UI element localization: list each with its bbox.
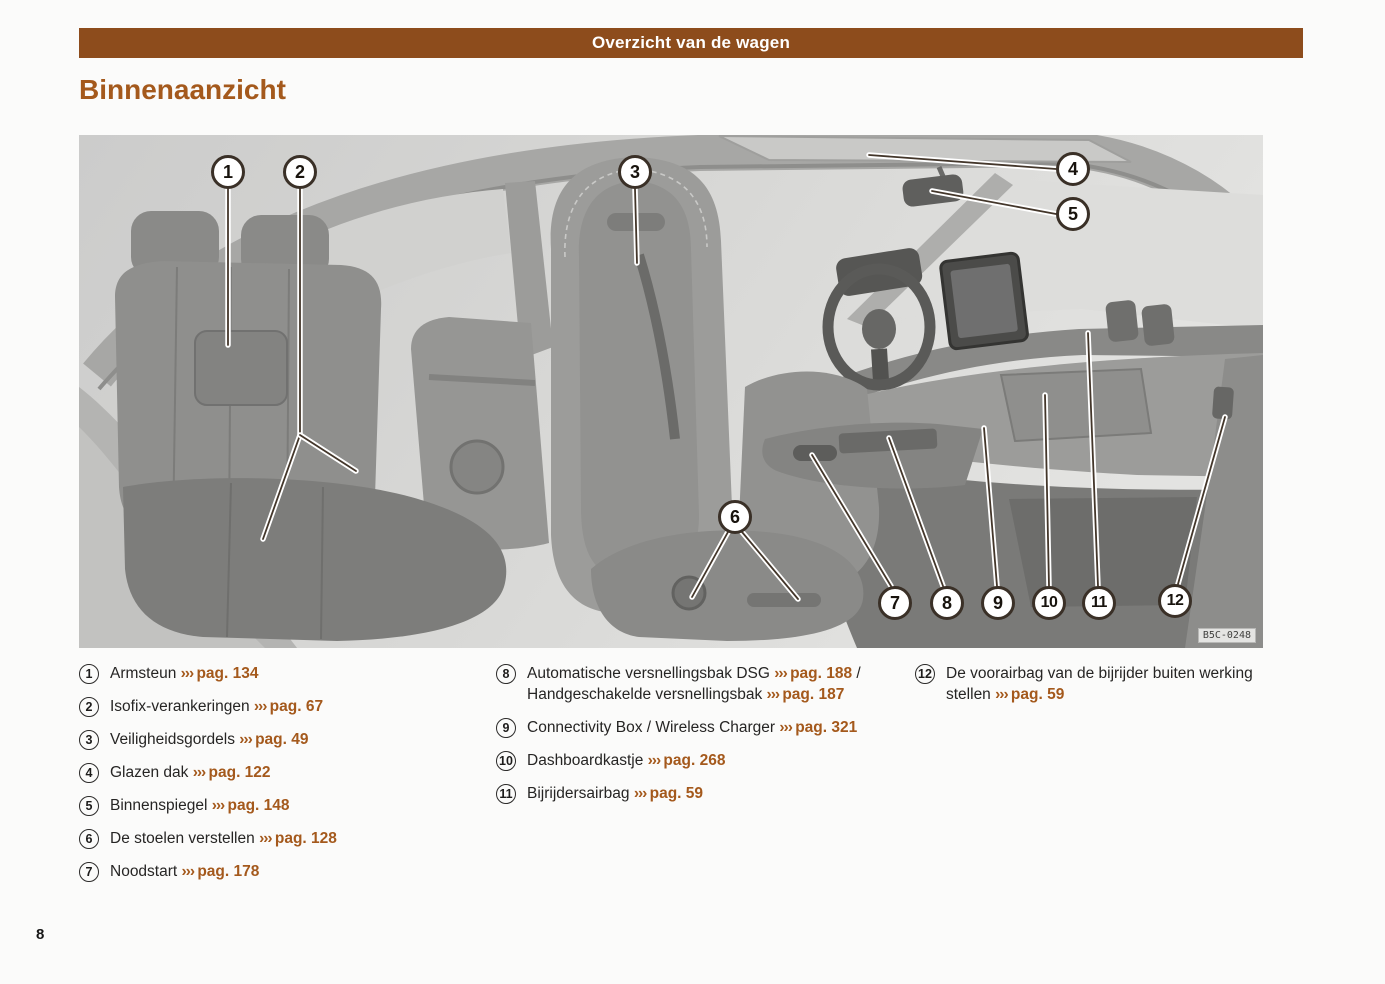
legend-label: / Handgeschakelde versnellingsbak	[527, 665, 861, 703]
figure-callout-7: 7	[878, 586, 912, 620]
xref-arrows-icon: ›››	[239, 731, 256, 748]
legend-label: Binnenspiegel	[110, 797, 212, 814]
legend-item-3	[79, 729, 477, 750]
figure-callout-3: 3	[618, 155, 652, 189]
legend-item-text	[110, 762, 477, 783]
legend-column-1	[79, 663, 477, 894]
legend-label: Glazen dak	[110, 764, 193, 781]
figure-callout-4: 4	[1056, 152, 1090, 186]
legend-item-text	[110, 828, 477, 849]
page-reference[interactable]: pag. 59	[649, 785, 704, 802]
legend-item-text	[527, 663, 886, 705]
legend-label: De stoelen verstellen	[110, 830, 260, 847]
legend-item-text	[110, 795, 477, 816]
figure-code: B5C-0248	[1198, 628, 1256, 643]
page-number: 8	[36, 926, 45, 943]
page-reference[interactable]: pag. 188	[790, 665, 853, 682]
legend-item-number: 6	[79, 829, 99, 849]
figure-callout-9: 9	[981, 586, 1015, 620]
figure-callout-11: 11	[1082, 586, 1116, 620]
page-reference[interactable]: pag. 134	[196, 665, 259, 682]
legend-item-number: 7	[79, 862, 99, 882]
callout-layer	[79, 135, 1263, 648]
legend-label: De voorairbag van de bijrijder buiten werking stellen	[946, 665, 1253, 703]
legend-label: Connectivity Box / Wireless Charger	[527, 719, 780, 736]
legend-item-10	[496, 750, 886, 771]
page-reference[interactable]: pag. 268	[663, 752, 726, 769]
page-header-title: Overzicht van de wagen	[591, 33, 791, 52]
legend-item-text	[946, 663, 1297, 705]
figure-callout-8: 8	[930, 586, 964, 620]
legend-item-number: 11	[496, 784, 516, 804]
legend-item-8	[496, 663, 886, 705]
page-reference[interactable]: pag. 49	[255, 731, 309, 748]
figure-callout-6: 6	[718, 500, 752, 534]
figure-callout-1: 1	[211, 155, 245, 189]
legend-item-2	[79, 696, 477, 717]
legend-item-text	[527, 717, 886, 738]
legend-item-number: 3	[79, 730, 99, 750]
page-reference[interactable]: pag. 59	[1010, 686, 1065, 703]
legend-label: Armsteun	[110, 665, 181, 682]
xref-arrows-icon: ›››	[181, 863, 198, 880]
legend-column-3	[915, 663, 1297, 717]
legend-item-number: 8	[496, 664, 516, 684]
legend-item-1	[79, 663, 477, 684]
legend-column-2	[496, 663, 886, 816]
legend-item-7	[79, 861, 477, 882]
figure-callout-10: 10	[1032, 586, 1066, 620]
page-reference[interactable]: pag. 178	[197, 863, 260, 880]
xref-arrows-icon: ›››	[647, 752, 664, 769]
figure-callout-12: 12	[1158, 584, 1192, 618]
legend-item-9	[496, 717, 886, 738]
legend-label: Dashboardkastje	[527, 752, 648, 769]
legend-item-5	[79, 795, 477, 816]
legend-label: Noodstart	[110, 863, 182, 880]
xref-arrows-icon: ›››	[633, 785, 650, 802]
figure-callout-5: 5	[1056, 197, 1090, 231]
xref-arrows-icon: ›››	[259, 830, 275, 847]
legend-item-number: 5	[79, 796, 99, 816]
xref-arrows-icon: ›››	[774, 665, 791, 682]
xref-arrows-icon: ›››	[192, 764, 209, 781]
figure-callout-2: 2	[283, 155, 317, 189]
legend-item-number: 10	[496, 751, 516, 771]
legend-item-text	[110, 663, 477, 684]
legend-label: Automatische versnellingsbak DSG	[527, 665, 775, 682]
xref-arrows-icon: ›››	[779, 719, 796, 736]
legend-label: Veiligheidsgordels	[110, 731, 240, 748]
legend-label: Isofix-verankeringen	[110, 698, 254, 715]
interior-overview-figure	[79, 135, 1263, 648]
legend-item-12	[915, 663, 1297, 705]
xref-arrows-icon: ›››	[766, 686, 783, 703]
page-reference[interactable]: pag. 148	[227, 797, 290, 814]
xref-arrows-icon: ›››	[995, 686, 1011, 703]
page-reference[interactable]: pag. 321	[795, 719, 858, 736]
legend-item-number: 12	[915, 664, 935, 684]
xref-arrows-icon: ›››	[180, 665, 197, 682]
legend-item-number: 4	[79, 763, 99, 783]
xref-arrows-icon: ›››	[253, 698, 270, 715]
legend-item-11	[496, 783, 886, 804]
legend-item-text	[527, 750, 886, 771]
xref-arrows-icon: ›››	[211, 797, 228, 814]
section-title: Binnenaanzicht	[79, 74, 286, 105]
page-header-bar	[79, 28, 1303, 58]
legend-item-text	[110, 861, 477, 882]
legend-item-6	[79, 828, 477, 849]
legend-item-number: 2	[79, 697, 99, 717]
legend-item-text	[527, 783, 886, 804]
legend-label: Bijrijdersairbag	[527, 785, 634, 802]
legend-item-number: 9	[496, 718, 516, 738]
page-reference[interactable]: pag. 187	[782, 686, 845, 703]
page-reference[interactable]: pag. 128	[274, 830, 337, 847]
page-reference[interactable]: pag. 67	[269, 698, 324, 715]
legend-item-number: 1	[79, 664, 99, 684]
legend-item-4	[79, 762, 477, 783]
legend-item-text	[110, 729, 477, 750]
legend-item-text	[110, 696, 477, 717]
page-reference[interactable]: pag. 122	[208, 764, 271, 781]
